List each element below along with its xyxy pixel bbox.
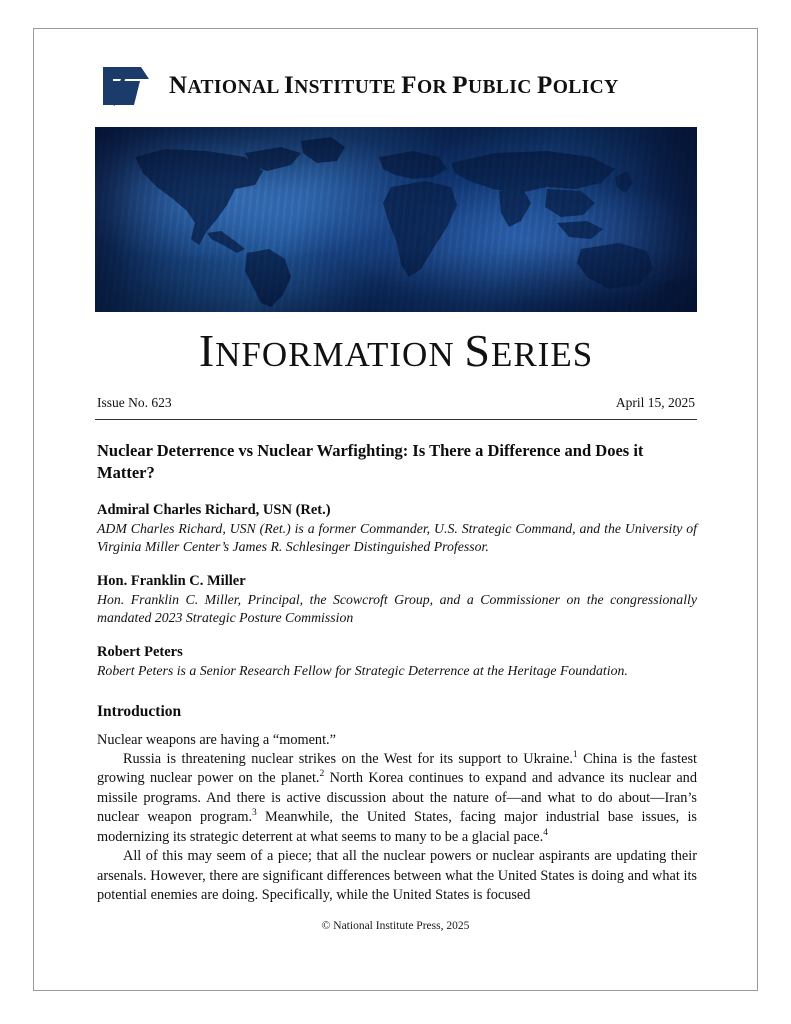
issue-number: Issue No. 623 bbox=[97, 395, 172, 410]
world-map-banner bbox=[95, 127, 697, 312]
issue-row bbox=[95, 395, 697, 411]
paragraph-3: All of this may seem of a piece; that all the nuclear powers or nuclear aspirants are updating their arsenals. However, there are significant differences between what the United States is doing and what its potential enemies are doing. Specifically, while the United States is focused bbox=[97, 848, 697, 904]
masthead bbox=[95, 55, 697, 117]
text-run: Russia is threatening nuclear strikes on the West for its support to Ukraine. bbox=[123, 750, 573, 767]
author-block-3 bbox=[95, 644, 697, 680]
author-name: Robert Peters bbox=[97, 644, 183, 661]
text-run: Meanwhile, the United States, facing major industrial base issues, is modernizing its strategic deterrent at what seems to many to be a glacial pace. bbox=[97, 809, 697, 845]
text-run: North Korea continues to expand and advance its nuclear and missile programs. And there is active discussion about the nature of—and what to do about—Iran’s nuclear weapon program. bbox=[97, 770, 697, 826]
page-content bbox=[95, 55, 697, 905]
footnote-marker-1[interactable]: 1 bbox=[572, 750, 578, 761]
banner-vignette bbox=[95, 127, 697, 312]
author-bio: Robert Peters is a Senior Research Fellow for Strategic Deterrence at the Heritage Foundation. bbox=[97, 663, 628, 679]
footnote-marker-3[interactable]: 3 bbox=[252, 808, 257, 819]
header-divider bbox=[95, 419, 697, 420]
footnote-marker-2[interactable]: 2 bbox=[319, 769, 325, 780]
publication-title: INFORMATION SERIES bbox=[198, 325, 594, 376]
author-bio: Hon. Franklin C. Miller, Principal, the Scowcroft Group, and a Commissioner on the congressionally mandated 2023 Strategic Posture Commission bbox=[97, 591, 697, 626]
section-heading-introduction: Introduction bbox=[97, 702, 182, 720]
footnote-marker-4[interactable]: 4 bbox=[543, 827, 548, 838]
author-block-2 bbox=[95, 573, 697, 627]
article-title: Nuclear Deterrence vs Nuclear Warfighting: Is There a Difference and Does it Matter? bbox=[97, 441, 644, 483]
issue-date: April 15, 2025 bbox=[615, 395, 695, 410]
author-bio: ADM Charles Richard, USN (Ret.) is a former Commander, U.S. Strategic Command, and the University of Virginia Miller Center’s James R. Schlesinger Distinguished Professor. bbox=[97, 520, 697, 554]
author-name: Hon. Franklin C. Miller bbox=[97, 572, 246, 589]
paragraph-2 bbox=[97, 750, 697, 847]
page-footer: © National Institute Press, 2025 bbox=[321, 920, 470, 932]
article-body bbox=[95, 731, 697, 906]
paragraph-1: Nuclear weapons are having a “moment.” bbox=[97, 731, 336, 748]
author-name: Admiral Charles Richard, USN (Ret.) bbox=[97, 501, 331, 518]
text-run: China is the fastest growing nuclear power on the planet. bbox=[97, 750, 697, 787]
organization-name: NATIONAL INSTITUTE FOR PUBLIC POLICY bbox=[169, 72, 619, 99]
author-block-1 bbox=[95, 502, 697, 556]
diagonal-stripes-logo-icon bbox=[103, 65, 155, 107]
